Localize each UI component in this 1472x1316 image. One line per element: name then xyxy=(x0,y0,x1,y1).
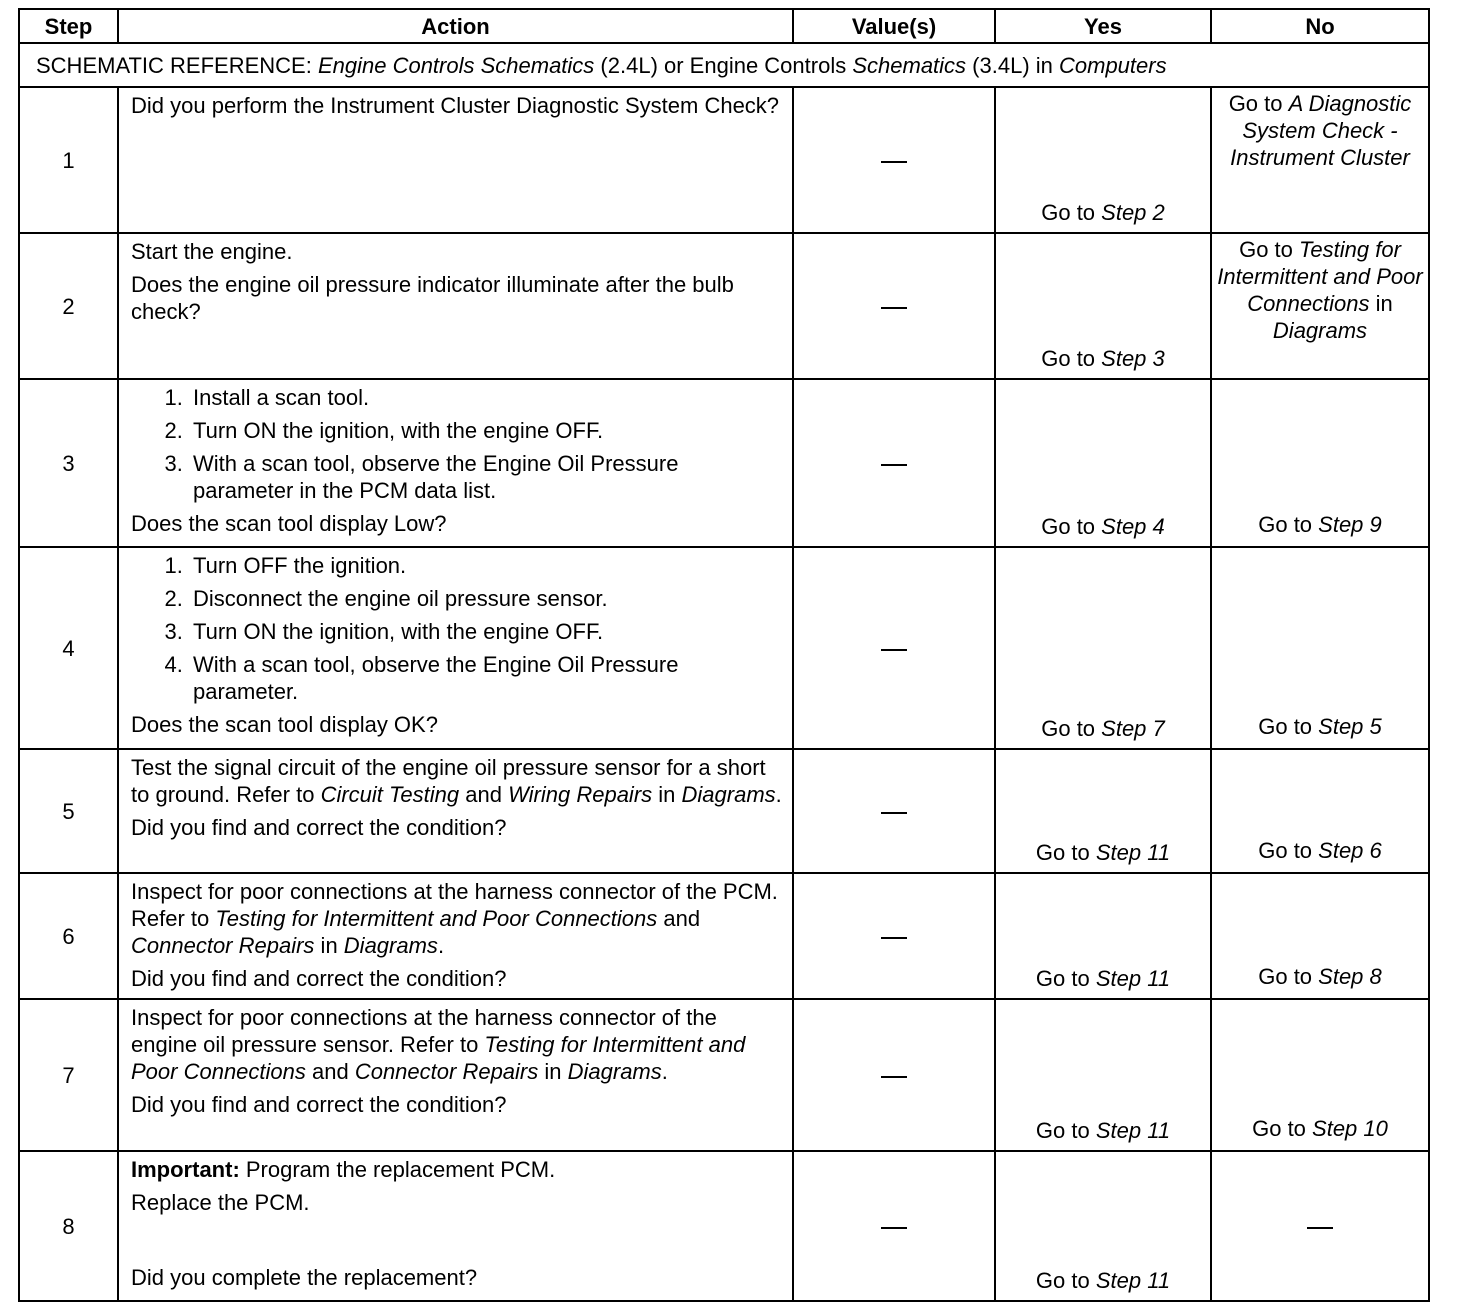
no-cell: Go to Step 9 xyxy=(1211,379,1429,547)
yes-link[interactable]: Step 11 xyxy=(1095,840,1171,865)
link-diagrams[interactable]: Diagrams xyxy=(681,782,776,807)
no-link-diagrams[interactable]: Diagrams xyxy=(1272,318,1368,343)
ref-link-engine-controls-schematics[interactable]: Engine Controls Schematics xyxy=(317,52,595,78)
step-number: 6 xyxy=(19,873,118,999)
table-row xyxy=(19,379,1429,547)
action-cell xyxy=(118,87,793,233)
list-item: 2. Turn ON the ignition, with the engine OFF. xyxy=(189,417,782,444)
list-item: 1. Turn OFF the ignition. xyxy=(189,552,782,579)
dash-icon xyxy=(881,1076,907,1078)
link-connector-repairs[interactable]: Connector Repairs xyxy=(354,1059,539,1084)
yes-cell: Go to Step 11 xyxy=(995,999,1211,1151)
link-connector-repairs[interactable]: Connector Repairs xyxy=(131,933,315,958)
link-wiring-repairs[interactable]: Wiring Repairs xyxy=(508,782,653,807)
dash-icon xyxy=(881,161,907,163)
list-item: 3. Turn ON the ignition, with the engine OFF. xyxy=(189,618,782,645)
header-yes: Yes xyxy=(995,9,1211,43)
no-link[interactable]: Testing for Intermittent and Poor Connections xyxy=(1217,237,1423,316)
no-cell: Go to Step 5 xyxy=(1211,547,1429,749)
no-link[interactable]: A Diagnostic System Check - Instrument Cluster xyxy=(1230,91,1412,170)
step-number: 7 xyxy=(19,999,118,1151)
yes-cell: Go to Step 4 xyxy=(995,379,1211,547)
step-number: 5 xyxy=(19,749,118,873)
header-no: No xyxy=(1211,9,1429,43)
action-text: Inspect for poor connections at the harness connector of the PCM. Refer to Testing for Intermittent and Poor Connections and Connector Repairs in Diagrams. xyxy=(131,879,778,958)
step-number: 8 xyxy=(19,1151,118,1301)
no-cell: Go to Step 6 xyxy=(1211,749,1429,873)
value-cell xyxy=(793,873,995,999)
schematic-reference: SCHEMATIC REFERENCE: Engine Controls Schematics (2.4L) or Engine Controls Schematics (3.4L) in Computers xyxy=(19,43,1429,87)
value-cell xyxy=(793,1151,995,1301)
no-cell xyxy=(1211,1151,1429,1301)
dash-icon xyxy=(881,307,907,309)
action-cell xyxy=(118,547,793,749)
no-cell: Go to Step 10 xyxy=(1211,999,1429,1151)
table-row xyxy=(19,999,1429,1151)
yes-cell: Go to Step 7 xyxy=(995,547,1211,749)
action-question: Did you find and correct the condition? xyxy=(131,1092,507,1117)
no-link[interactable]: Step 5 xyxy=(1318,714,1382,739)
action-question: Did you complete the replacement? xyxy=(131,1265,478,1290)
list-item: 2. Disconnect the engine oil pressure sensor. xyxy=(189,585,782,612)
dash-icon xyxy=(881,812,907,814)
action-cell xyxy=(118,379,793,547)
action-question: Does the scan tool display Low? xyxy=(131,511,447,536)
step-number: 1 xyxy=(19,87,118,233)
action-text: Inspect for poor connections at the harness connector of the engine oil pressure sensor. Refer to Testing for Intermittent and Poor Connections and Connector Repairs in Diagrams. xyxy=(131,1005,746,1084)
action-question: Does the scan tool display OK? xyxy=(131,712,438,737)
no-link[interactable]: Step 8 xyxy=(1318,964,1382,989)
action-cell xyxy=(118,999,793,1151)
yes-cell: Go to Step 11 xyxy=(995,873,1211,999)
value-cell xyxy=(793,999,995,1151)
value-cell xyxy=(793,379,995,547)
ref-link-schematics[interactable]: Schematics xyxy=(852,52,967,78)
table-row xyxy=(19,233,1429,379)
yes-link[interactable]: Step 7 xyxy=(1101,716,1165,741)
important-label: Important: xyxy=(131,1157,240,1182)
schematic-reference-row xyxy=(19,43,1429,87)
table-row xyxy=(19,749,1429,873)
header-step: Step xyxy=(19,9,118,43)
step-number: 3 xyxy=(19,379,118,547)
yes-link[interactable]: Step 4 xyxy=(1101,514,1165,539)
table-row xyxy=(19,547,1429,749)
yes-cell: Go to Step 3 xyxy=(995,233,1211,379)
yes-link[interactable]: Step 3 xyxy=(1101,346,1165,371)
value-cell xyxy=(793,87,995,233)
no-link[interactable]: Step 6 xyxy=(1318,838,1382,863)
yes-link[interactable]: Step 2 xyxy=(1101,200,1165,225)
no-link[interactable]: Step 10 xyxy=(1312,1116,1388,1141)
no-cell: Go to A Diagnostic System Check - Instrument Cluster xyxy=(1211,87,1429,233)
diagnostic-table xyxy=(18,8,1430,1302)
dash-icon xyxy=(1307,1227,1333,1229)
yes-cell: Go to Step 2 xyxy=(995,87,1211,233)
dash-icon xyxy=(881,464,907,466)
important-note: Important: Program the replacement PCM. xyxy=(131,1157,556,1182)
dash-icon xyxy=(881,937,907,939)
action-question: Does the engine oil pressure indicator illuminate after the bulb check? xyxy=(131,272,734,324)
action-question: Did you perform the Instrument Cluster Diagnostic System Check? xyxy=(131,93,780,118)
list-item: 1. Install a scan tool. xyxy=(189,384,782,411)
yes-link[interactable]: Step 11 xyxy=(1095,966,1171,991)
link-testing-intermittent[interactable]: Testing for Intermittent and Poor Connections xyxy=(131,1032,746,1084)
link-testing-intermittent[interactable]: Testing for Intermittent and Poor Connections xyxy=(215,906,658,931)
step-number: 2 xyxy=(19,233,118,379)
list-item: 3. With a scan tool, observe the Engine Oil Pressure parameter in the PCM data list. xyxy=(189,450,782,504)
table-row xyxy=(19,87,1429,233)
yes-link[interactable]: Step 11 xyxy=(1095,1118,1171,1143)
action-list xyxy=(131,384,782,504)
value-cell xyxy=(793,547,995,749)
action-text: Start the engine. xyxy=(131,239,293,264)
link-circuit-testing[interactable]: Circuit Testing xyxy=(320,782,460,807)
link-diagrams[interactable]: Diagrams xyxy=(567,1059,662,1084)
value-cell xyxy=(793,233,995,379)
action-text: Test the signal circuit of the engine oil pressure sensor for a short to ground. Refer to Circuit Testing and Wiring Repairs in Diagrams. xyxy=(131,755,782,807)
action-cell xyxy=(118,873,793,999)
no-cell: Go to Step 8 xyxy=(1211,873,1429,999)
ref-link-computers[interactable]: Computers xyxy=(1059,52,1167,78)
value-cell xyxy=(793,749,995,873)
action-cell xyxy=(118,749,793,873)
step-number: 4 xyxy=(19,547,118,749)
header-row xyxy=(19,9,1429,43)
yes-cell: Go to Step 11 xyxy=(995,1151,1211,1301)
list-item: 4. With a scan tool, observe the Engine Oil Pressure parameter. xyxy=(189,651,782,705)
action-cell xyxy=(118,1151,793,1301)
action-question: Did you find and correct the condition? xyxy=(131,966,507,991)
header-values: Value(s) xyxy=(793,9,995,43)
dash-icon xyxy=(881,1227,907,1229)
no-link[interactable]: Step 9 xyxy=(1318,512,1382,537)
table-row xyxy=(19,873,1429,999)
yes-link[interactable]: Step 11 xyxy=(1095,1268,1171,1293)
action-cell xyxy=(118,233,793,379)
action-text: Replace the PCM. xyxy=(131,1190,310,1215)
action-question: Did you find and correct the condition? xyxy=(131,815,507,840)
dash-icon xyxy=(881,649,907,651)
link-diagrams[interactable]: Diagrams xyxy=(343,933,438,958)
action-list xyxy=(131,552,782,705)
diagnostic-table-container xyxy=(18,8,1428,1302)
no-cell: Go to Testing for Intermittent and Poor Connections in Diagrams xyxy=(1211,233,1429,379)
header-action: Action xyxy=(118,9,793,43)
table-row xyxy=(19,1151,1429,1301)
yes-cell: Go to Step 11 xyxy=(995,749,1211,873)
